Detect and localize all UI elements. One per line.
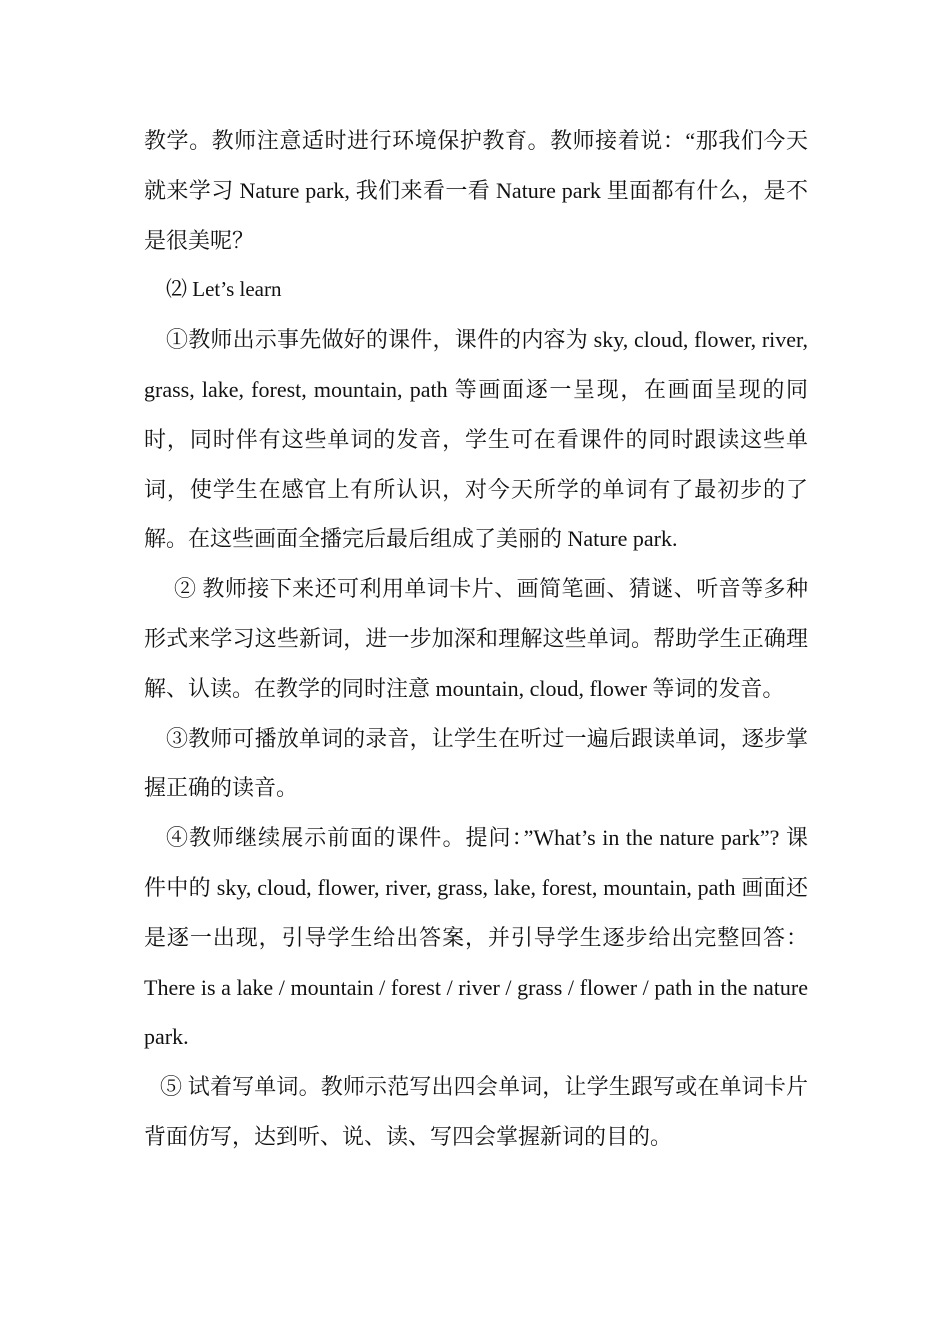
intro-paragraph: 教学。教师注意适时进行环境保护教育。教师接着说：“那我们今天就来学习 Nature park, 我们来看一看 Nature park 里面都有什么，是不是很美呢？ [144,128,808,253]
step-5-paragraph: ⑤ 试着写单词。教师示范写出四会单词，让学生跟写或在单词卡片背面仿写，达到听、说、读、写四会掌握新词的目的。 [144,1074,808,1149]
step-4-paragraph: ④教师继续展示前面的课件。提问：”What’s in the nature park”? 课件中的 sky, cloud, flower, river, grass, lake, forest, mountain, path 画面还是逐一出现，引导学生给出答案，并引导学生逐步给出完整回答：There is a lake / mountain / forest / river / grass / flower / path in the nature park. [144,825,808,1050]
step-2-paragraph: ② 教师接下来还可利用单词卡片、画简笔画、猜谜、听音等多种形式来学习这些新词，进一步加深和理解这些单词。帮助学生正确理解、认读。在教学的同时注意 mountain, cloud, flower 等词的发音。 [144,576,808,701]
document-body [144,116,808,1162]
step-1-paragraph: ①教师出示事先做好的课件，课件的内容为 sky, cloud, flower, river, grass, lake, forest, mountain, path 等画面逐一呈现，在画面呈现的同时，同时伴有这些单词的发音，学生可在看课件的同时跟读这些单词，使学生在感官上有所认识，对今天所学的单词有了最初步的了解。在这些画面全播完后最后组成了美丽的 Nature park. [144,327,808,552]
section-heading-lets-learn: ⑵ Let’s learn [166,277,282,302]
step-3-paragraph: ③教师可播放单词的录音，让学生在听过一遍后跟读单词，逐步掌握正确的读音。 [144,725,808,801]
